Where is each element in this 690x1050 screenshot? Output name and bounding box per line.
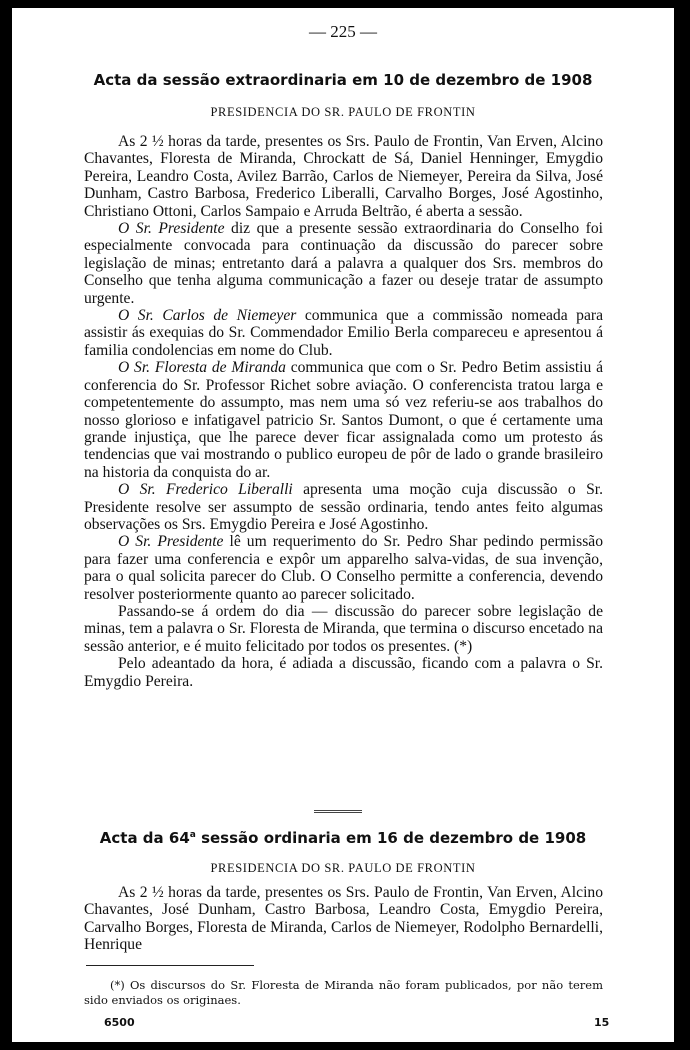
document-page xyxy=(12,8,674,1042)
paragraph: Passando-se á ordem do dia — discussão do parecer sobre legislação de minas, tem a palavra o Sr. Floresta de Miranda, que termina o discurso encetado na sessão anterior, e é muito felicitado por todos os presentes. (*) xyxy=(84,602,603,655)
section-divider-ornament xyxy=(314,809,362,812)
footnote: (*) Os discursos do Sr. Floresta de Miranda não foram publicados, por não terem sido enviados os originaes. xyxy=(84,978,603,1007)
footnote-rule xyxy=(86,965,254,966)
session1-presidency: PRESIDENCIA DO SR. PAULO DE FRONTIN xyxy=(210,105,476,119)
paragraph: O Sr. Carlos de Niemeyer communica que a commissão nomeada para assistir ás exequias do Sr. Commendador Emilio Berla compareceu e apresentou á familia condolencias em nome do Club. xyxy=(84,307,603,359)
session2-body xyxy=(84,884,603,954)
paragraph: O Sr. Presidente diz que a presente sessão extraordinaria do Conselho foi especialmente convocada para continuação da discussão do parecer sobre legislação de minas; entretanto dará a palavra a qualquer dos Srs. membros do Conselho que tenha alguma communicação a fazer ou deseje tratar de assumpto urgente. xyxy=(84,220,603,307)
session2-presidency: PRESIDENCIA DO SR. PAULO DE FRONTIN xyxy=(210,861,476,875)
paragraph: O Sr. Presidente lê um requerimento do Sr. Pedro Shar pedindo permissão para fazer uma conferencia e expôr um apparelho salva-vidas, de sua invenção, para o qual solicita parecer do Club. O Conselho permitte a conferencia, devendo resolver posteriormente quanto ao parecer solicitado. xyxy=(84,533,603,603)
paragraph: O Sr. Frederico Liberalli apresenta uma moção cuja discussão o Sr. Presidente resolve ser assumpto de sessão ordinaria, tendo antes feito algumas observações os Srs. Emygdio Pereira e José Agostinho. xyxy=(84,481,603,533)
session2-heading: Acta da 64$^a$ sessão ordinaria em 16 de dezembro de 1908 xyxy=(99,829,587,847)
paragraph: As 2 ½ horas da tarde, presentes os Srs. Paulo de Frontin, Van Erven, Alcino Chavantes, José Dunham, Castro Barbosa, Leandro Costa, Emygdio Pereira, Carvalho Borges, Floresta de Miranda, Carlos de Niemeyer, Rodolpho Bernardelli, Henrique xyxy=(84,884,603,954)
paragraph: Pelo adeantado da hora, é adiada a discussão, ficando com a palavra o Sr. Emygdio Pereira. xyxy=(84,655,603,690)
paragraph: O Sr. Floresta de Miranda communica que com o Sr. Pedro Betim assistiu á conferencia do Sr. Professor Richet sobre aviação. O conferencista tratou larga e competentemente do assumpto, mas nem uma só vez referiu-se aos trabalhos do nosso glorioso e infatigavel patricio Sr. Santos Dumont, o que é certamente uma grande injustiça, que lhe parece dever ficar assignalada como um protesto ás tendencias que vai mostrando o publico europeu de pôr de lado o grande brasileiro na historia da conquista do ar. xyxy=(84,359,604,481)
session1-heading: Acta da sessão extraordinaria em 10 de dezembro de 1908 xyxy=(93,71,593,89)
page-number: — 225 — xyxy=(309,22,377,41)
signature-number: 15 xyxy=(594,1016,610,1029)
printer-code: 6500 xyxy=(104,1016,135,1029)
paragraph: As 2 ½ horas da tarde, presentes os Srs. Paulo de Frontin, Van Erven, Alcino Chavantes, Floresta de Miranda, Chrockatt de Sá, Daniel Henninger, Emygdio Pereira, Leandro Costa, Avilez Barrão, Carlos de Niemeyer, Pereira da Silva, José Dunham, Castro Barbosa, Frederico Liberalli, Carvalho Borges, José Agostinho, Christiano Ottoni, Carlos Sampaio e Arruda Beltrão, é aberta a sessão. xyxy=(84,133,603,220)
session1-body xyxy=(84,133,603,690)
